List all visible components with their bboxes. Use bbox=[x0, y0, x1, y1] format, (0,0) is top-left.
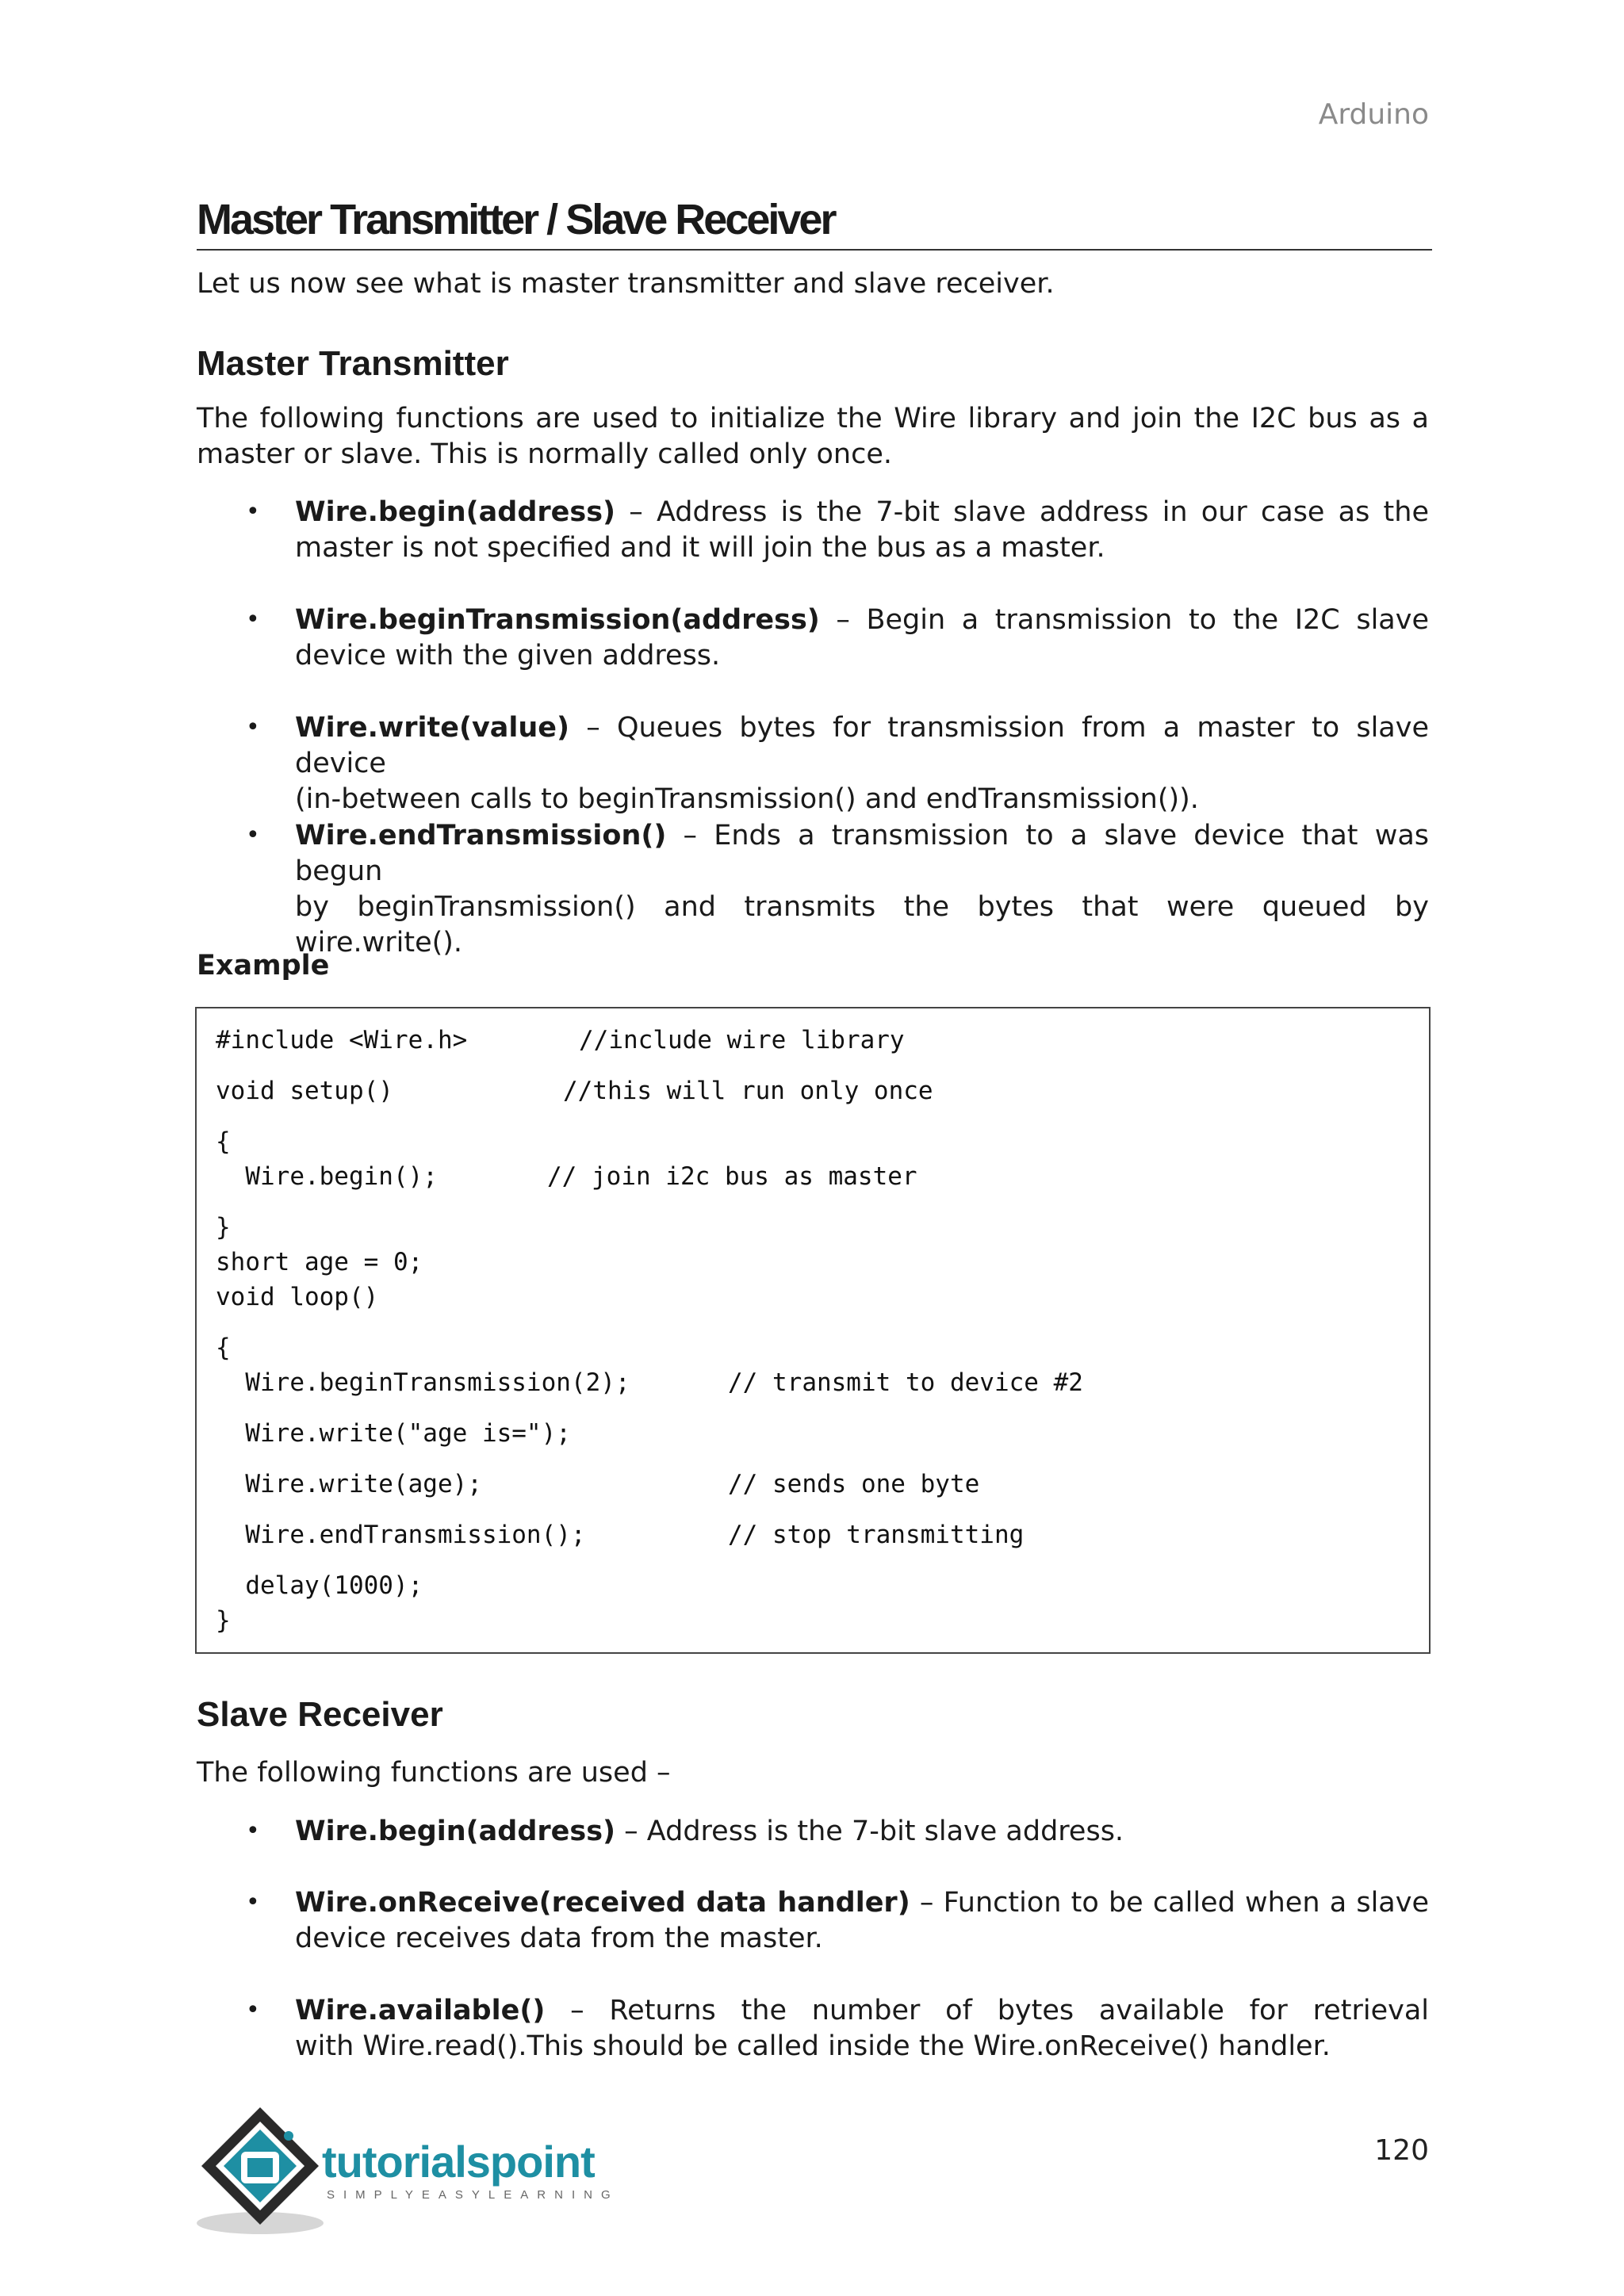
code-comment: //this will run only once bbox=[563, 1077, 933, 1105]
function-term: Wire.beginTransmission(address) bbox=[295, 604, 820, 636]
code-line: Wire.beginTransmission(2); bbox=[216, 1368, 630, 1397]
bullet-dot: • bbox=[246, 1996, 260, 2024]
code-line: { bbox=[216, 1334, 231, 1362]
code-line: Wire.begin(); bbox=[216, 1162, 438, 1191]
list-item bbox=[295, 495, 1429, 566]
master-para-line-1: The following functions are used to initialize the Wire library and join the I2C bus as a bbox=[197, 403, 1429, 434]
function-term: Wire.begin(address) bbox=[295, 496, 616, 528]
bullet-text: – Queues bytes for transmission from a master to slave device bbox=[295, 712, 1429, 779]
code-comment: //include wire library bbox=[579, 1026, 905, 1054]
bullet-text: (in-between calls to beginTransmission() and endTransmission()). bbox=[295, 783, 1199, 815]
bullet-text: with Wire.read().This should be called inside the Wire.onReceive() handler. bbox=[295, 2030, 1331, 2062]
code-line: Wire.endTransmission(); bbox=[216, 1521, 586, 1549]
code-line: Wire.write(age); bbox=[216, 1470, 482, 1498]
code-line: void setup() bbox=[216, 1077, 393, 1105]
intro-paragraph: Let us now see what is master transmitter and slave receiver. bbox=[197, 268, 1055, 300]
function-term: Wire.onReceive(received data handler) bbox=[295, 1887, 910, 1919]
list-item bbox=[295, 1885, 1429, 1957]
list-item bbox=[295, 603, 1429, 674]
tutorialspoint-logo bbox=[195, 2103, 639, 2237]
bullet-text: – Ends a transmission to a slave device that was begun bbox=[295, 820, 1429, 887]
logo-diamond-icon bbox=[195, 2103, 338, 2237]
list-item bbox=[295, 1814, 1429, 1850]
bullet-text: device with the given address. bbox=[295, 640, 721, 672]
title-divider bbox=[197, 249, 1432, 251]
bullet-dot: • bbox=[246, 1888, 260, 1916]
code-line: void loop() bbox=[216, 1283, 379, 1311]
list-item bbox=[295, 710, 1429, 817]
function-term: Wire.available() bbox=[295, 1995, 546, 2026]
bullet-text: – Begin a transmission to the I2C slave bbox=[819, 604, 1429, 636]
code-comment: // join i2c bus as master bbox=[547, 1162, 917, 1191]
code-line: } bbox=[216, 1213, 231, 1242]
code-comment: // transmit to device #2 bbox=[728, 1368, 1083, 1397]
function-term: Wire.write(value) bbox=[295, 712, 570, 744]
slave-receiver-heading: Slave Receiver bbox=[197, 1695, 443, 1734]
example-label: Example bbox=[197, 950, 330, 982]
code-line: Wire.write("age is="); bbox=[216, 1419, 571, 1448]
bullet-text: – Function to be called when a slave bbox=[910, 1887, 1429, 1919]
code-line: { bbox=[216, 1127, 231, 1156]
bullet-text: device receives data from the master. bbox=[295, 1923, 823, 1954]
master-transmitter-heading: Master Transmitter bbox=[197, 344, 509, 383]
function-term: Wire.begin(address) bbox=[295, 1816, 616, 1847]
running-header: Arduino bbox=[1318, 98, 1429, 131]
list-item bbox=[295, 1993, 1429, 2064]
logo-tagline: SIMPLYEASYLEARNING bbox=[327, 2188, 619, 2202]
logo-wordmark: tutorialspoint bbox=[322, 2137, 595, 2187]
code-line: short age = 0; bbox=[216, 1248, 423, 1276]
bullet-dot: • bbox=[246, 1817, 260, 1845]
page-title: Master Transmitter / Slave Receiver bbox=[197, 196, 835, 243]
bullet-dot: • bbox=[246, 606, 260, 633]
bullet-text: – Address is the 7-bit slave address in our case as the bbox=[615, 496, 1429, 528]
bullet-text: master is not specified and it will join the bus as a master. bbox=[295, 532, 1105, 564]
master-para-line-2: master or slave. This is normally called only once. bbox=[197, 438, 892, 470]
bullet-text: by beginTransmission() and transmits the bytes that were queued by wire.write(). bbox=[295, 891, 1429, 959]
code-line: delay(1000); bbox=[216, 1571, 423, 1600]
code-comment: // sends one byte bbox=[728, 1470, 980, 1498]
bullet-dot: • bbox=[246, 498, 260, 526]
slave-intro: The following functions are used – bbox=[197, 1757, 671, 1789]
bullet-dot: • bbox=[246, 714, 260, 741]
bullet-text: – Returns the number of bytes available for retrieval bbox=[545, 1995, 1429, 2026]
function-term: Wire.endTransmission() bbox=[295, 820, 667, 851]
code-line: } bbox=[216, 1606, 231, 1635]
code-line: #include <Wire.h> bbox=[216, 1026, 468, 1054]
bullet-dot: • bbox=[246, 821, 260, 849]
bullet-text: – Address is the 7-bit slave address. bbox=[615, 1816, 1124, 1847]
list-item bbox=[295, 818, 1429, 961]
page-number: 120 bbox=[1374, 2134, 1429, 2167]
code-comment: // stop transmitting bbox=[728, 1521, 1025, 1549]
